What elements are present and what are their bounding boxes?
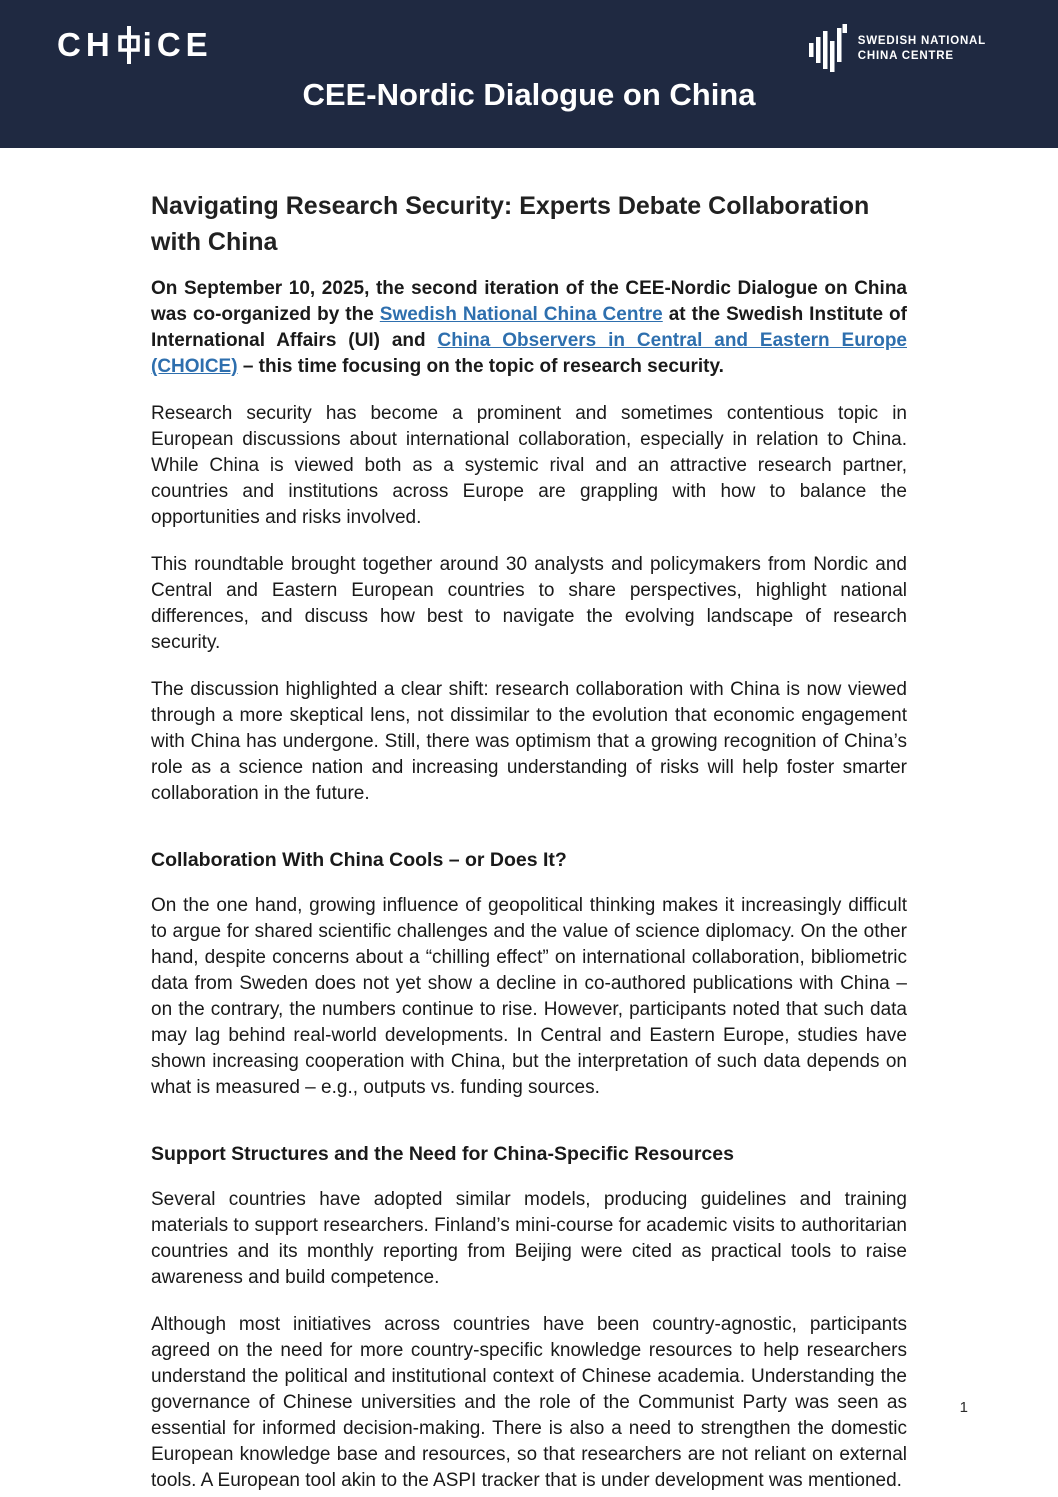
intro-text-mid: at the Swedish Institute of International Affairs (UI) and (151, 304, 907, 351)
paragraph: Research security has become a prominent and sometimes contentious topic in European discussions about international collaboration, especially in relation to China. While China is viewed both as a systemic rival and an attractive research partner, countries and institutions across Europe are grappling with how to balance the opportunities and risks involved. (151, 403, 907, 528)
paragraph: This roundtable brought together around 30 analysts and policymakers from Nordic and Central and Eastern European countries to share perspectives, highlight national differences, and discuss how best to navigate the evolving landscape of research security. (151, 554, 907, 653)
document-page (0, 148, 1058, 1494)
section-overview (151, 401, 907, 807)
paragraph: On the one hand, growing influence of geopolitical thinking makes it increasingly difficult to argue for shared scientific challenges and the value of science diplomacy. On the other hand, despite concerns about a “chilling effect” on international collaboration, bibliometric data from Sweden does not yet show a decline in co-authored publications with China – on the contrary, the numbers continue to rise. However, participants noted that such data may lag behind real-world developments. In Central and Eastern Europe, studies have shown increasing cooperation with China, but the interpretation of such data depends on what is measured – e.g., outputs vs. funding sources. (151, 895, 907, 1098)
paragraph: Several countries have adopted similar models, producing guidelines and training materials to support researchers. Finland’s mini-course for academic visits to authoritarian countries and its monthly reporting from Beijing were cited as practical tools to raise awareness and build competence. (151, 1189, 907, 1288)
section-heading: Support Structures and the Need for China-Specific Resources (151, 1143, 734, 1165)
sncc-logo (809, 24, 986, 74)
report-header (0, 0, 1058, 148)
section-collaboration-cools (151, 847, 907, 1101)
choice-logo-text-right: iCE (142, 26, 213, 63)
choice-logo-zhong-icon (118, 26, 140, 64)
sncc-logo-line1: SWEDISH NATIONAL (857, 35, 986, 47)
section-heading: Collaboration With China Cools – or Does It? (151, 849, 567, 871)
section-support-structures (151, 1141, 907, 1494)
page-number: 1 (959, 1399, 968, 1416)
paragraph: Although most initiatives across countries have been country-agnostic, participants agreed on the need for more country-specific knowledge resources to help researchers understand the political and institutional context of Chinese academia. Understanding the governance of Chinese universities and the role of the Communist Party was seen as essential for informed decision-making. There is also a need to strengthen the domestic European knowledge base and resources, so that researchers are not reliant on external tools. A European tool akin to the ASPI tracker that is under development was mentioned. (151, 1314, 907, 1491)
link-choice[interactable]: China Observers in Central and Eastern Europe (CHOICE) (151, 330, 907, 377)
intro-text-pre: On September 10, 2025, the second iteration of the CEE-Nordic Dialogue on China was co-organized by the (151, 278, 907, 325)
sncc-logo-line2: CHINA CENTRE (857, 50, 954, 62)
intro-paragraph (151, 276, 907, 380)
sncc-logo-text (858, 34, 986, 64)
link-swedish-national-china-centre[interactable]: Swedish National China Centre (379, 304, 663, 325)
choice-logo (57, 26, 213, 64)
banner-title: CEE-Nordic Dialogue on China (302, 77, 756, 112)
sncc-bars-icon (809, 24, 847, 74)
intro-text-post: – this time focusing on the topic of research security. (237, 356, 724, 377)
paragraph: The discussion highlighted a clear shift: research collaboration with China is now viewed through a more skeptical lens, not dissimilar to the evolution that economic engagement with China has undergone. Still, there was optimism that a growing recognition of China’s role as a science nation and increasing understanding of risks will help foster smarter collaboration in the future. (151, 679, 907, 804)
choice-logo-text-left: CH (57, 26, 115, 63)
document-title: Navigating Research Security: Experts Debate Collaboration with China (151, 192, 870, 256)
